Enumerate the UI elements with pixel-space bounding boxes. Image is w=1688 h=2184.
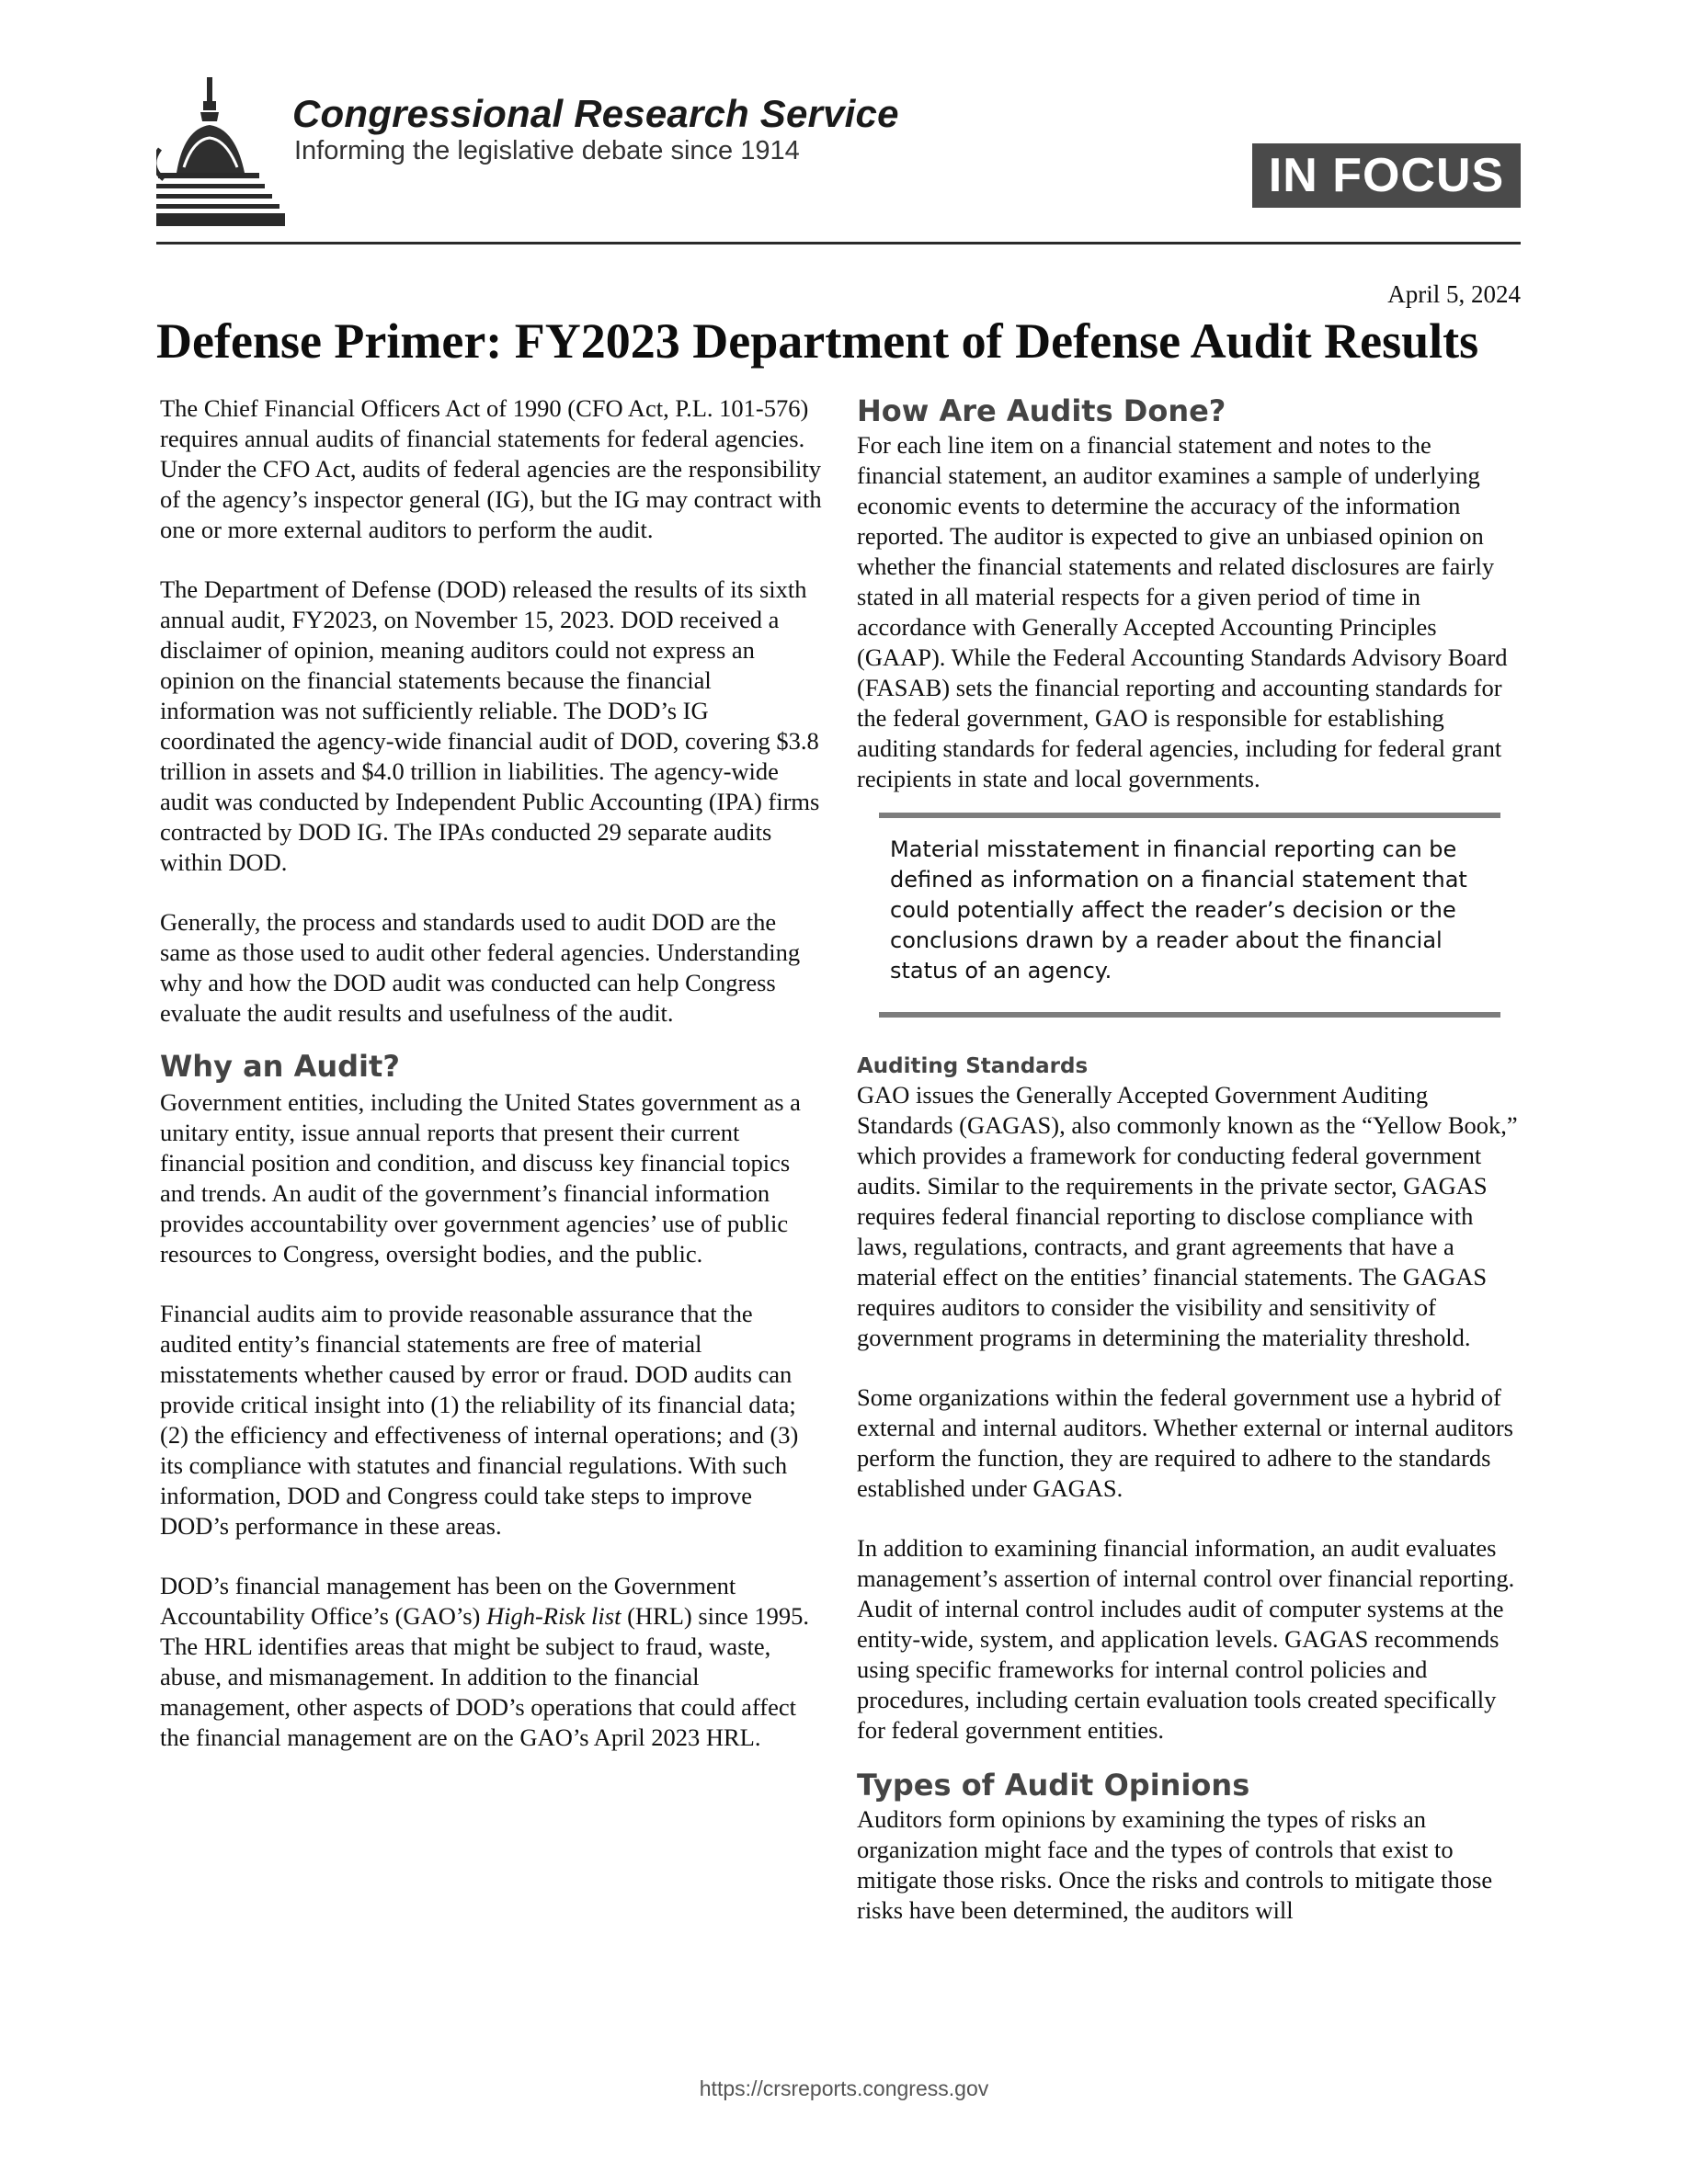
- crs-logo: [156, 64, 899, 239]
- material-misstatement-callout: [879, 813, 1500, 1018]
- capitol-dome-icon: [156, 64, 294, 239]
- auditing-standards-heading: Auditing Standards: [857, 1054, 1089, 1078]
- intro-paragraph-3: Generally, the process and standards used to audit DOD are the same as those used to audit other federal agencies. Understanding why and how the DOD audit was conducted can help Congress evaluate the audit results and usefulness of the audit.: [160, 908, 801, 1027]
- org-name: Congressional Research Service: [292, 92, 899, 135]
- page-title: Defense Primer: FY2023 Department of Defense Audit Results: [156, 313, 1479, 369]
- footer-url[interactable]: https://crsreports.congress.gov: [699, 2076, 989, 2100]
- in-focus-badge: IN FOCUS: [1252, 143, 1521, 208]
- why-paragraph-1: Government entities, including the United States government as a unitary entity, issue annual reports that present their current financial position and condition, and discuss key financial topics and trends. An audit of the government’s financial information provides accountability over government agencies’ use of public resources to Congress, oversight bodies, and the public.: [160, 1088, 801, 1268]
- standards-paragraph-1: GAO issues the Generally Accepted Government Auditing Standards (GAGAS), also commonly known as the “Yellow Book,” which provides a framework for conducting federal government audits. Similar to the requirements in the private sector, GAGAS requires federal financial reporting to disclose compliance with laws, regulations, contracts, and grant agreements that have a material effect on the entities’ financial statements. The GAGAS requires auditors to consider the visibility and sensitivity of government programs in determining the materiality threshold.: [857, 1081, 1518, 1351]
- how-paragraph-1: For each line item on a financial statement and notes to the financial statement, an auditor examines a sample of underlying economic events to determine the accuracy of the information reported. The auditor is expected to give an unbiased opinion on whether the financial statements and related disclosures are fairly stated in all material respects for a given period of time in accordance with Generally Accepted Accounting Principles (GAAP). While the Federal Accounting Standards Advisory Board (FASAB) sets the financial reporting and accounting standards for the federal government, GAO is responsible for establishing auditing standards for federal agencies, including for federal grant recipients in state and local governments.: [857, 431, 1508, 792]
- how-audits-heading: How Are Audits Done?: [857, 393, 1226, 428]
- why-audit-heading: Why an Audit?: [160, 1049, 400, 1084]
- standards-paragraph-3: In addition to examining financial information, an audit evaluates management’s assertion of internal control over financial reporting. Audit of internal control includes audit of computer systems at the entity-wide, system, and application levels. GAGAS recommends using specific frameworks for internal control policies and procedures, including certain evaluation tools created specifically for federal government entities.: [857, 1534, 1515, 1744]
- why-paragraph-2: Financial audits aim to provide reasonable assurance that the audited entity’s financial statements are free of material misstatements whether caused by error or fraud. DOD audits can provide critical insight into (1) the reliability of its financial data; (2) the efficiency and effectiveness of internal operations; and (3) its compliance with statutes and financial regulations. With such information, DOD and Congress could take steps to improve DOD’s performance in these areas.: [160, 1300, 799, 1540]
- callout-text: Material misstatement in financial reporting can be defined as information on a financial statement that could potentially affect the reader’s decision or the conclusions drawn by a reader about the financial status of an agency.: [890, 836, 1467, 984]
- standards-paragraph-2: Some organizations within the federal government use a hybrid of external and internal auditors. Whether external or internal auditors perform the function, they are required to adhere to the standards established under GAGAS.: [857, 1383, 1513, 1502]
- left-column: [160, 393, 826, 1782]
- page-header: [0, 0, 1688, 267]
- intro-paragraph-2: The Department of Defense (DOD) released the results of its sixth annual audit, FY2023, on November 15, 2023. DOD received a disclaimer of opinion, meaning auditors could not express an opinion on the financial statements because the financial information was not sufficiently reliable. The DOD’s IG coordinated the agency-wide financial audit of DOD, covering $3.8 trillion in assets and $4.0 trillion in liabilities. The agency-wide audit was conducted by Independent Public Accounting (IPA) firms contracted by DOD IG. The IPAs conducted 29 separate audits within DOD.: [160, 575, 820, 876]
- types-of-opinions-heading: Types of Audit Opinions: [857, 1768, 1250, 1803]
- high-risk-list-link[interactable]: High-Risk list: [485, 1602, 622, 1630]
- why-paragraph-3-end: (HRL) since 1995. The HRL identifies areas that might be subject to fraud, waste, abuse, and mismanagement. In addition to the financial management, other aspects of DOD’s operations that could affect the financial management are on the GAO’s April 2023 HRL.: [160, 1602, 810, 1751]
- why-paragraph-3-start: DOD’s financial management has been on the Government Accountability Office’s (GAO’s): [160, 1572, 736, 1630]
- header-rule: [156, 242, 1521, 245]
- right-column: [857, 393, 1523, 1955]
- intro-paragraph-1: The Chief Financial Officers Act of 1990 (CFO Act, P.L. 101-576) requires annual audits of financial statements for federal agencies. Under the CFO Act, audits of federal agencies are the responsibility of the agency’s inspector general (IG), but the IG may contract with one or more external auditors to perform the audit.: [160, 394, 822, 543]
- types-paragraph-1: Auditors form opinions by examining the types of risks an organization might face and the types of controls that exist to mitigate those risks. Once the risks and controls to mitigate those risks have been determined, the auditors will: [857, 1805, 1493, 1924]
- publication-date: April 5, 2024: [1387, 280, 1521, 308]
- org-tagline: Informing the legislative debate since 1914: [294, 136, 800, 165]
- why-paragraph-3: [160, 1571, 826, 1753]
